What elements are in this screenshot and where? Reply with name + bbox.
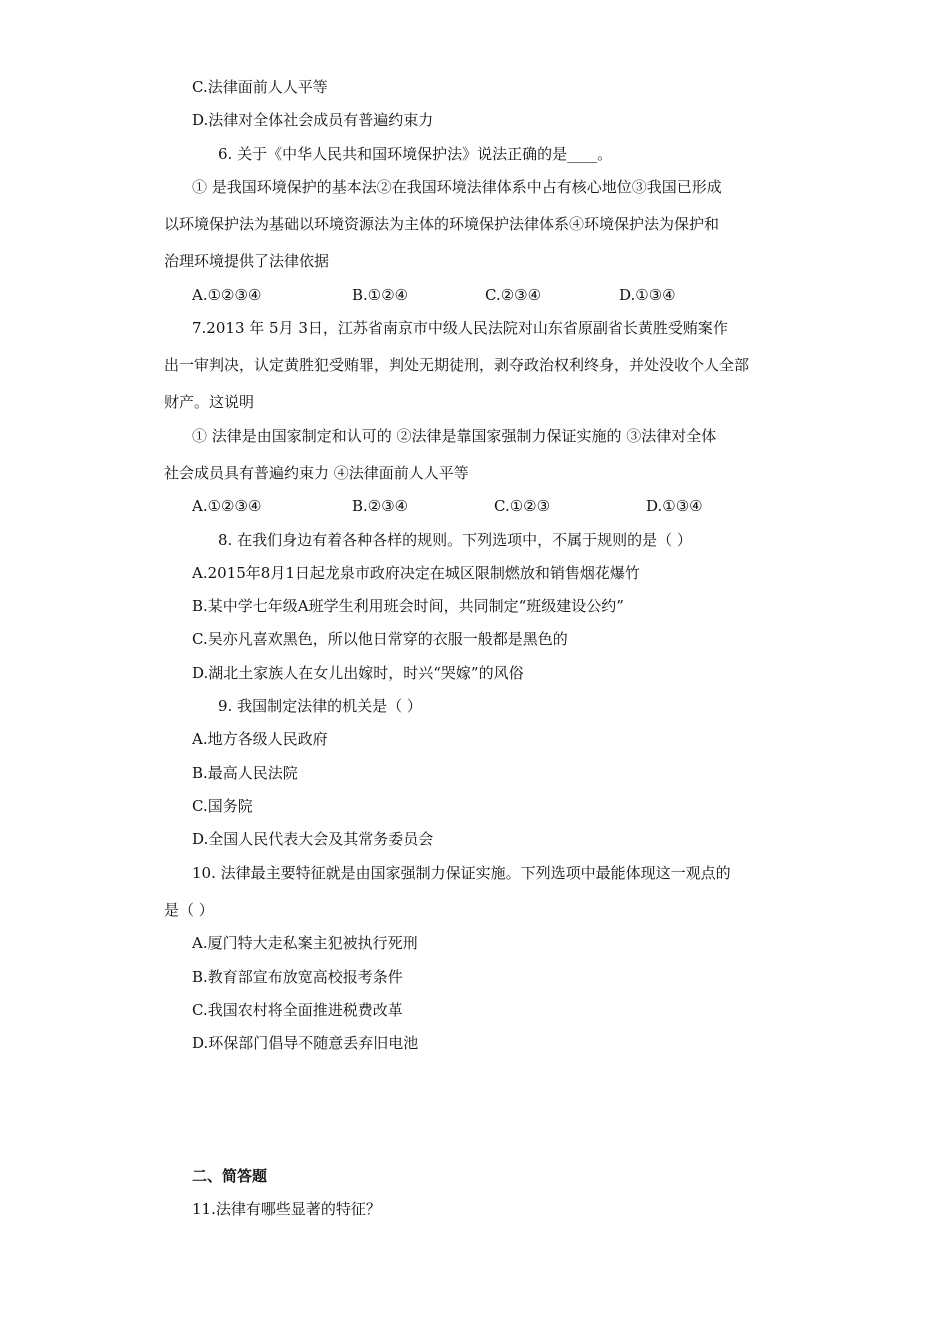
q11-stem: 11.法律有哪些显著的特征？ [192,1200,381,1218]
q6-option-b: B.①②④ [352,286,409,304]
q7-statement-line: 社会成员具有普遍约束力 ④法律面前人人平等 [164,464,469,482]
q6-option-a: A.①②③④ [192,286,262,304]
q10-option-a: A.厦门特大走私案主犯被执行死刑 [192,934,418,952]
q7-option-c: C.①②③ [494,497,551,515]
q7-stem-line: 出一审判决，认定黄胜犯受贿罪，判处无期徒刑，剥夺政治权利终身，并处没收个人全部 [164,356,750,374]
q8-option-b: B.某中学七年级A班学生利用班会时间，共同制定“班级建设公约” [192,597,624,615]
q9-option-a: A.地方各级人民政府 [192,730,328,748]
q5-option-d: D.法律对全体社会成员有普遍约束力 [192,111,434,129]
q7-option-d: D.①③④ [646,497,703,515]
q9-stem: 9. 我国制定法律的机关是（ ） [218,697,422,715]
q6-statement-line: ① 是我国环境保护的基本法②在我国环境法律体系中占有核心地位③我国已形成 [192,178,722,196]
q6-statement-line: 治理环境提供了法律依据 [164,252,330,270]
q5-option-c: C.法律面前人人平等 [192,78,328,96]
q7-stem-line: 财产。这说明 [164,393,255,411]
q6-statement-line: 以环境保护法为基础以环境资源法为主体的环境保护法律体系④环境保护法为保护和 [164,215,720,233]
q9-option-d: D.全国人民代表大会及其常务委员会 [192,830,434,848]
q10-stem-line: 是（ ） [164,901,214,919]
q6-stem: 6. 关于《中华人民共和国环境保护法》说法正确的是____。 [218,145,613,163]
q9-option-c: C.国务院 [192,797,253,815]
q7-stem-line: 7.2013 年 5月 3日，江苏省南京市中级人民法院对山东省原副省长黄胜受贿案作 [192,319,728,337]
section-heading: 二、简答题 [192,1167,268,1185]
q6-options-row [192,285,712,305]
q7-option-a: A.①②③④ [192,497,262,515]
q6-option-c: C.②③④ [485,286,542,304]
q7-statement-line: ① 法律是由国家制定和认可的 ②法律是靠国家强制力保证实施的 ③法律对全体 [192,427,717,445]
q10-option-d: D.环保部门倡导不随意丢弃旧电池 [192,1034,419,1052]
q7-options-row [192,496,732,516]
q10-option-c: C.我国农村将全面推进税费改革 [192,1001,403,1019]
q10-stem-line: 10. 法律最主要特征就是由国家强制力保证实施。下列选项中最能体现这一观点的 [192,864,731,882]
q9-option-b: B.最高人民法院 [192,764,298,782]
q8-option-c: C.吴亦凡喜欢黑色，所以他日常穿的衣服一般都是黑色的 [192,630,568,648]
q6-option-d: D.①③④ [619,286,676,304]
q8-option-a: A.2015年8月1日起龙泉市政府决定在城区限制燃放和销售烟花爆竹 [192,564,640,582]
q10-option-b: B.教育部宣布放宽高校报考条件 [192,968,403,986]
q8-stem: 8. 在我们身边有着各种各样的规则。下列选项中，不属于规则的是（ ） [218,531,692,549]
q8-option-d: D.湖北土家族人在女儿出嫁时，时兴“哭嫁”的风俗 [192,664,524,682]
q7-option-b: B.②③④ [352,497,409,515]
